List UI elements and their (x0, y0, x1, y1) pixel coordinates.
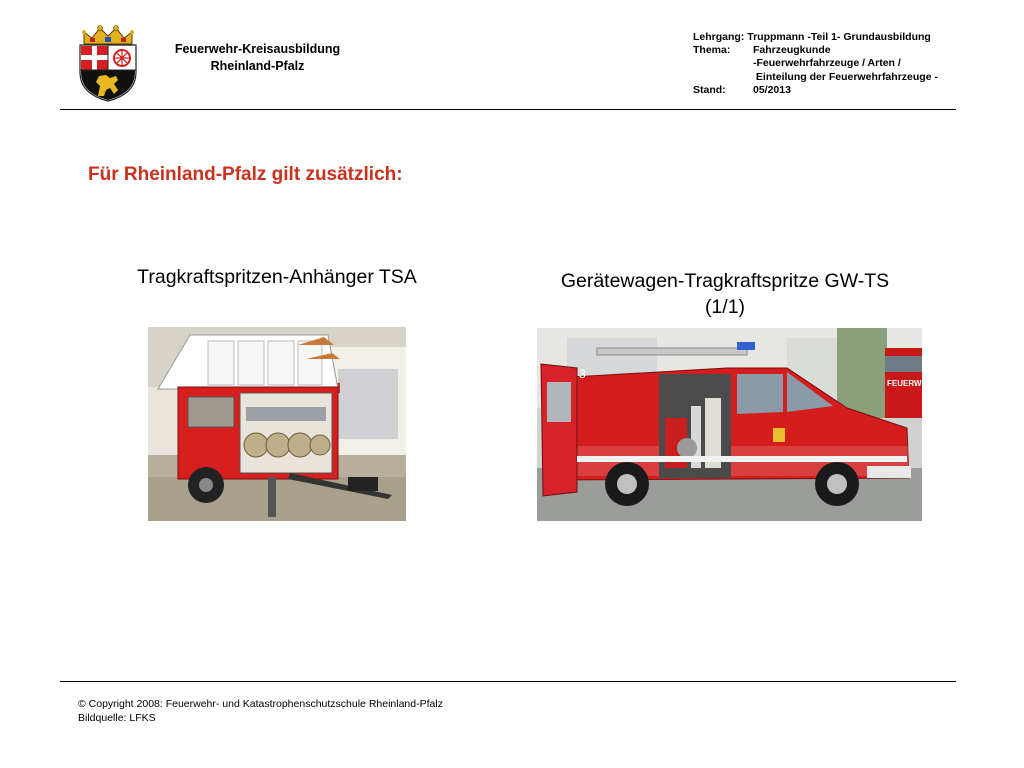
gwts-van-photo (537, 328, 927, 521)
thema-value: Fahrzeugkunde (753, 44, 831, 57)
gwts-caption-line-1: Gerätewagen-Tragkraftspritze GW-TS (560, 270, 890, 292)
image-source-text: Bildquelle: LFKS (78, 712, 156, 724)
lehrgang-value: Truppmann -Teil 1- Grundausbildung (747, 31, 931, 43)
thema-row (693, 44, 938, 57)
stand-value: 05/2013 (753, 83, 791, 96)
footer (78, 697, 443, 725)
thema-line-3: Einteilung der Feuerwehrfahrzeuge - (753, 70, 938, 83)
lehrgang-label: Lehrgang: (693, 31, 745, 43)
tsa-trailer-photo (148, 327, 406, 521)
tsa-caption: Tragkraftspritzen-Anhänger TSA (137, 266, 417, 288)
stand-row (693, 84, 938, 97)
lehrgang-row (693, 31, 938, 44)
header-divider (60, 109, 956, 110)
organisation-line-2: Rheinland-Pfalz (210, 59, 305, 73)
background-truck-sign: FEUERWE (887, 379, 927, 388)
course-meta (693, 31, 938, 97)
page-heading: Für Rheinland-Pfalz gilt zusätzlich: (88, 164, 403, 185)
copyright-text: © Copyright 2008: Feuerwehr- und Katastrophenschutzschule Rheinland-Pfalz (78, 698, 443, 710)
gwts-caption-line-2: (1/1) (704, 296, 746, 318)
rhineland-palatinate-crest-icon (76, 24, 140, 102)
organisation-line-1: Feuerwehr-Kreisausbildung (174, 42, 341, 56)
stand-label: Stand: (693, 83, 726, 96)
organisation-name (150, 41, 365, 75)
thema-label: Thema: (693, 44, 731, 57)
footer-divider (60, 681, 956, 682)
van-door-number: 3 (579, 367, 586, 381)
thema-line-2: -Feuerwehrfahrzeuge / Arten / (753, 57, 901, 70)
gwts-caption (520, 268, 930, 320)
